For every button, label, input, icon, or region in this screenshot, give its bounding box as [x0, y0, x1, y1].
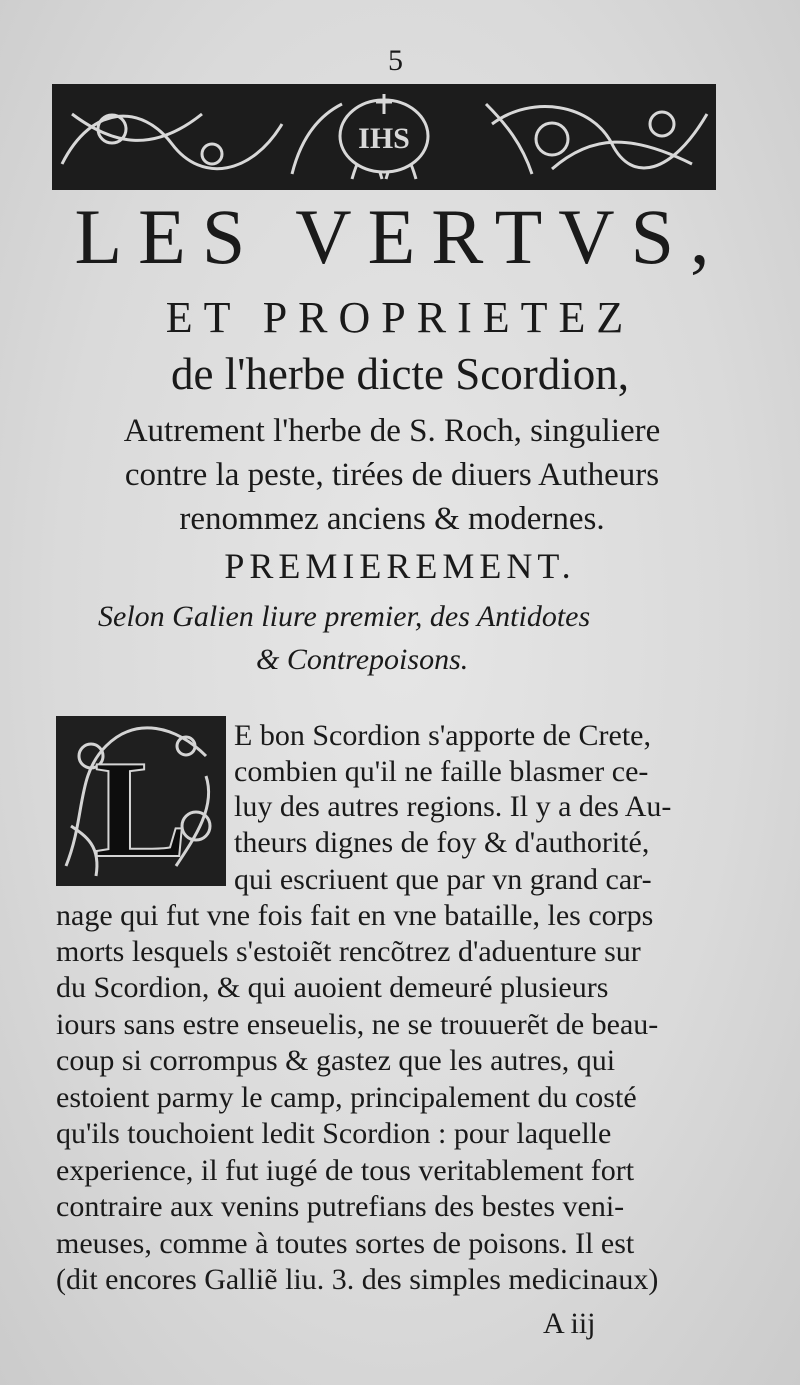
source-line: Selon Galien liure premier, des Antidotes [98, 600, 591, 633]
body-line: du Scordion, & qui auoient demeuré plusieurs [56, 971, 609, 1004]
body-line: theurs dignes de foy & d'authorité, [234, 826, 650, 859]
body-line: meuses, comme à toutes sortes de poisons. Il est [56, 1227, 635, 1260]
body-line: experience, il fut iugé de tous veritablement fort [56, 1154, 635, 1187]
body-line: iours sans estre enseuelis, ne se trouuerẽt de beau- [56, 1008, 659, 1041]
body-line: contraire aux venins putrefians des bestes veni- [56, 1190, 625, 1223]
title-line-1: LES VERTVS, [74, 193, 726, 280]
source-line: & Contrepoisons. [256, 643, 469, 676]
ihs-monogram: IHS [358, 122, 410, 155]
drop-cap-letter: L [94, 732, 188, 886]
page-number: 5 [388, 44, 403, 77]
body-line: qu'ils touchoient ledit Scordion : pour laquelle [56, 1117, 612, 1150]
body-line: coup si corrompus & gastez que les autres, qui [56, 1044, 616, 1077]
body-line: luy des autres regions. Il y a des Au- [234, 790, 672, 823]
body-line: qui escriuent que par vn grand car- [234, 863, 652, 896]
body-line: combien qu'il ne faille blasmer ce- [234, 755, 649, 788]
title-line-3: de l'herbe dicte Scordion, [171, 349, 629, 399]
subtitle-line: renommez anciens & modernes. [179, 501, 605, 537]
body-line: estoient parmy le camp, principalement du costé [56, 1081, 637, 1114]
signature-catchword: A iij [543, 1307, 596, 1340]
floral-headpiece-ornament [52, 84, 716, 190]
section-heading: PREMIEREMENT. [224, 546, 576, 586]
subtitle-line: Autrement l'herbe de S. Roch, singuliere [123, 413, 661, 449]
body-line: (dit encores Galliẽ liu. 3. des simples medicinaux) [56, 1263, 659, 1296]
ornamental-drop-cap [56, 716, 226, 886]
subtitle-line: contre la peste, tirées de diuers Autheurs [124, 457, 660, 493]
body-line: nage qui fut vne fois fait en vne bataille, les corps [56, 899, 654, 932]
body-line: E bon Scordion s'apporte de Crete, [234, 719, 651, 752]
title-line-2: ET PROPRIETEZ [165, 293, 635, 342]
body-line: morts lesquels s'estoiẽt rencõtrez d'aduenture sur [56, 935, 641, 968]
